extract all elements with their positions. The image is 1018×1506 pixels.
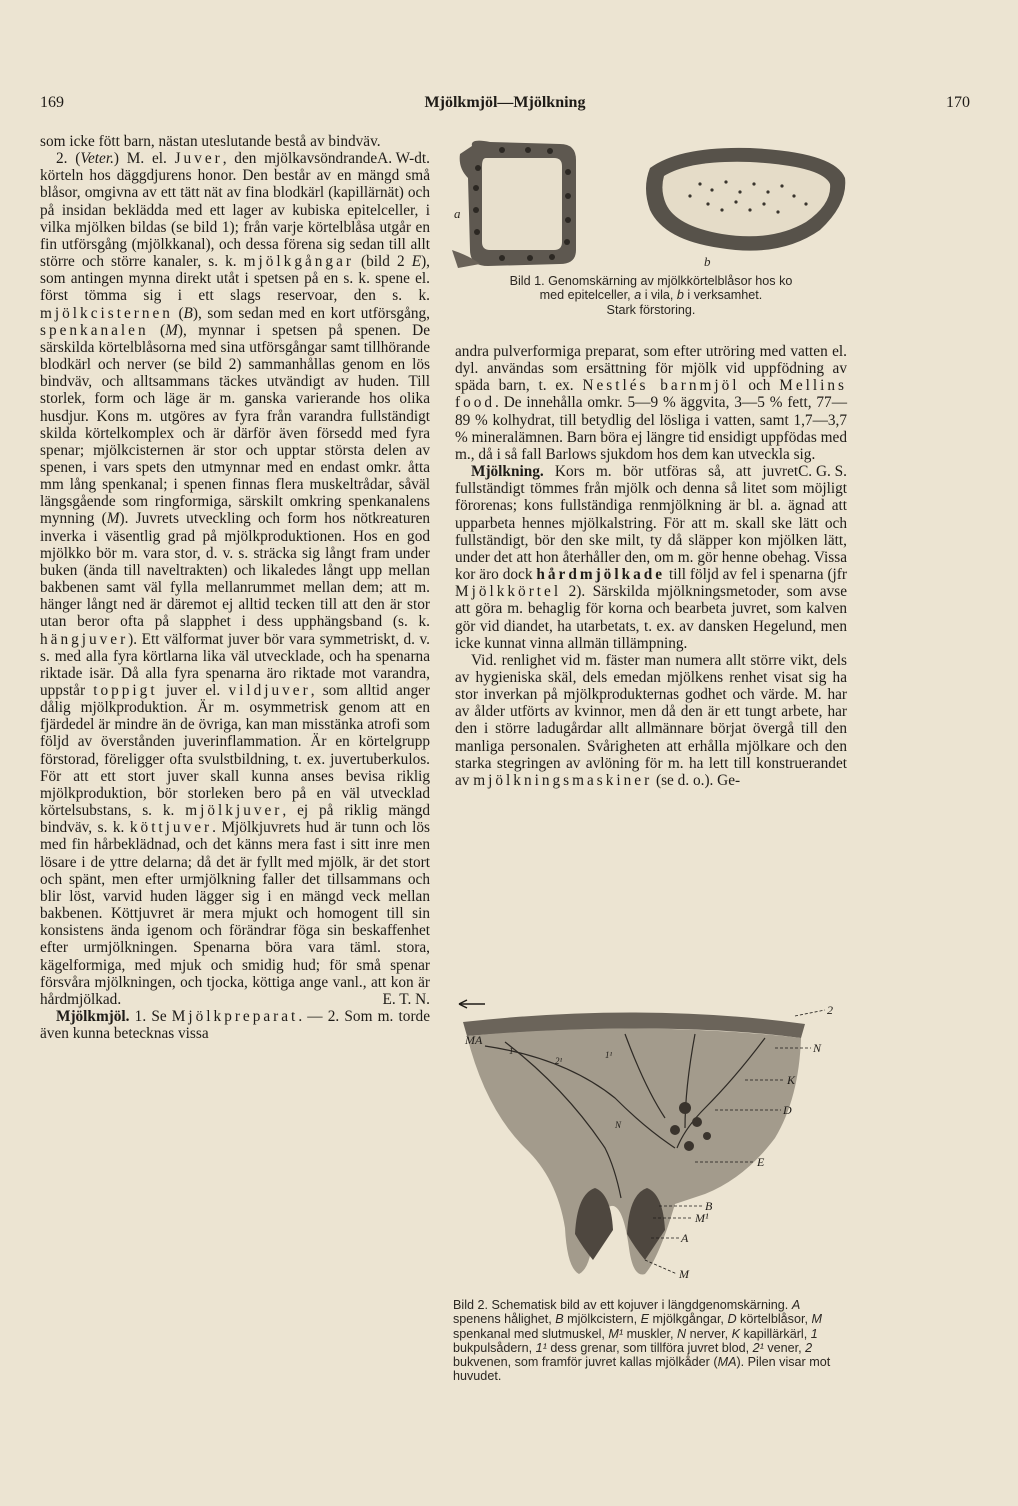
figure-2-caption: Bild 2. Schematisk bild av ett kojuver i längdgenomskärning. A spenens hålighet, B mjölkcistern, E mjölkgångar, D körtelblåsor, M spenkanal med slutmuskel, M¹ muskler, N nerver, K kapillärkärl, 1 bukpulsådern, 1¹ dess grenar, som tillföra juvret blod, 2¹ vener, 2 bukvenen, som framför juvret kallas mjölkåder (MA). Pilen visar mot huvudet. (453, 1298, 831, 1384)
page-number-left: 169 (40, 94, 64, 111)
label-M: M (679, 1267, 689, 1281)
entry-heading: Mjölkmjöl. (56, 1007, 130, 1025)
paragraph: Vid. renlighet vid m. fäster man numera allt större vikt, dels av hygieniska skäl, dels emedan mjölkens renhet visat sig ha stor inverkan på mjölkprodukternas godhet och värde. M. har av ålder utförts av kvinnor, men då den är ett tungt arbete, har den i större ladugårdar allt allmännare börjat övergå till den manliga personalen. Svårigheten att erhålla mjölkare och den starka stegringen av avlöning för m. ha lett till konstruerandet av mjölkningsmaskiner (se d. o.). Ge- (455, 651, 847, 789)
entry-heading: Mjölkning. (471, 463, 544, 481)
page-number-right: 170 (946, 94, 970, 111)
paragraph: som icke fött barn, nästan uteslutande bestå av bindväv. A. W-dt. (40, 133, 430, 168)
figure-1-illustration (450, 138, 850, 273)
label-N-inner: N (615, 1120, 622, 1130)
paragraph-mjolkning: Mjölkning. Kors m. bör utföras så, att juvret fullständigt tömmes från mjölk och denna så litet som möjligt förorenas; kons fullständiga renmjölkning är bl. a. ägnad att upparbeta hennes mjölkalstring. För att m. skall ske lätt och fullständigt, bör den ske milt, ty då släpper kon mjölken lätt, under det att hon återhåller den, om m. gör henne obehag. Vissa kor äro dock hårdmjölkade till följd av fel i spenarna (jfr Mjölkkörtel 2). Särskilda mjölkningsmetoder, som avse att göra m. behaglig för korna och bearbeta juvret, som kalven gör vid diandet, ha utarbetats, t. ex. av dansken Hegelund, men icke kunnat vinna allmän tillämpning. (455, 463, 847, 652)
paragraph-mjolkmjol: Mjölkmjöl. 1. Se Mjölkpreparat. — 2. Som m. torde även kunna betecknas vissa (40, 1007, 430, 1043)
label-1: 1 (509, 1046, 514, 1056)
left-column (40, 133, 430, 1042)
right-column (455, 343, 847, 789)
label-N: N (813, 1041, 822, 1055)
label-D: D (783, 1103, 792, 1117)
author-signature: C. G. S. (798, 463, 847, 481)
figure-2-udder-diagram (445, 998, 845, 1293)
label-M1: M¹ (695, 1211, 709, 1225)
label-K: K (787, 1073, 796, 1087)
paragraph-juver: 2. (Veter.) M. el. Juver, den mjölkavsöndrande körteln hos däggdjurens honor. Den består av en mängd små blåsor, omgivna av ett tätt nät av fina blodkärl (kapillärnät) och på insidan beklädda med ett lager av kubiska epitelceller, i vilka mjölken bildas (se bild 1); från varje körtelblåsa utgår en fin utförsgång (mjölkkanal), och dessa förena sig sedan till allt större och större kanaler, s. k. mjölkgångar (bild 2 E), som antingen mynna direkt utåt i spetsen på en s. k. spene el. först tömma sig i ett slags reservoar, den s. k. mjölkcisternen (B), som sedan med en kort utförsgång, spenkanalen (M), mynnar i spetsen på spenen. De särskilda körtelblåsorna med sina utförsgångar samt tillhörande blodkärl och nerver (se bild 2) sammanhållas genom en lös bindväv, och alltsammans täckes utvändigt av huden. Till storlek, form och läge är m. ganska varierande hos olika husdjur. Kons m. utgöres av fyra från varandra fullständigt skilda körtelkomplex och är därför även försedd med fyra spenar; mjölkcisternen är stor och upptar största delen av spenen, i vars spets den utmynnar med en endast omkr. åtta mm lång spenkanal; i spenen finnas flera muskeltrådar, såväl längsgående som ringformiga, särskilt omkring spenkanalens mynning (M). Juvrets utveckling och form hos nötkreaturen inverka i väsentlig grad på mjölkproduktionen. Hos en god mjölkko bör m. vara stor, d. v. s. sträcka sig långt fram under buken (ända till naveltrakten) och likaledes långt upp mellan bakbenen samt väl fylla mellanrummet mellan dem; att m. hänger långt ned är däremot ej alltid tecken till att den är stor utan beror ofta på slapphet i dess upphängsband (s. k. hängjuver). Ett välformat juver bör vara symmetriskt, d. v. s. med alla fyra körtlarna lika väl utvecklade, och ha spenarna riktade isär. Då alla fyra spenarna äro riktade mot varandra, uppstår toppigt juver el. vildjuver, som alltid anger dålig mjölkproduktion. Är m. osymmetrisk genom att en fjärdedel är mindre än de övriga, kan man misstänka atrofi som följd av överstånden juverinflammation. Är en körtelgrupp förstorad, föreligger ofta svulstbildning, t. ex. juvertuberkulos. För att ett stort juver skall kunna anses bevisa riklig mjölkproduktion, bör storleken bero på en väl utvecklad körtelsubstans, s. k. mjölkjuver, ej på riklig mängd bindväv, s. k. köttjuver. Mjölkjuvrets hud är tunn och lös med fin hårbeklädnad, och det känns mera fast i sitt inre men lösare i de yttre delarna; då det är fyllt med mjölk, är det stort och spänt, men efter urmjölkning faller det tillsammans och blir löst, varvid huden lägger sig i en mängd veck mellan bakbenen. Köttjuvret är mera mjukt och homogent till sin konsistens ända igenom och förändrar föga sin beskaffenhet efter urmjölkningen. Spenarna böra vara täml. stora, kägelformiga, med mjuk och smidig hud; för små spenar försvåra mjölkningen, och tjocka, köttiga ange vanl., att kon är hårdmjölkad. E. T. N. (40, 150, 431, 1008)
paragraph: andra pulverformiga preparat, som efter utröring med vatten el. dyl. användas som ersättning för mjölk vid uppfödning av späda barn, t. ex. Nestlés barnmjöl och Mellins food. De innehålla omkr. 5—9 % äggvita, 3—5 % fett, 77—89 % kolhydrat, till betydlig del lösliga i vatten, samt 1,7—3,7 % mineralämnen. Barn böra ej längre tid ensidigt uppfödas med m., då i så fall Barlows sjukdom hos dem kan utveckla sig. C. G. S. (455, 343, 847, 481)
figure-1b-cell (646, 148, 845, 251)
label-A: A (681, 1231, 689, 1245)
figure-1-caption: Bild 1. Genomskärning av mjölkkörtelblåsor hos ko med epitelceller, a i vila, b i verksamhet. Stark förstoring. (509, 274, 793, 317)
author-signature: E. T. N. (382, 990, 430, 1008)
label-B: B (705, 1199, 713, 1213)
running-title: Mjölkmjöl—Mjölkning (424, 94, 586, 111)
figure-1-label-b: b (704, 254, 711, 269)
page-header (40, 94, 970, 118)
label-E: E (757, 1155, 765, 1169)
label-2: 2 (827, 1003, 833, 1017)
figure-1a-cell (452, 141, 576, 268)
label-MA: MA (465, 1033, 483, 1047)
figure-1-label-a: a (454, 206, 461, 221)
label-1-1: 1¹ (605, 1050, 613, 1060)
label-2-1: 2¹ (555, 1056, 563, 1066)
author-signature: A. W-dt. (377, 150, 430, 168)
